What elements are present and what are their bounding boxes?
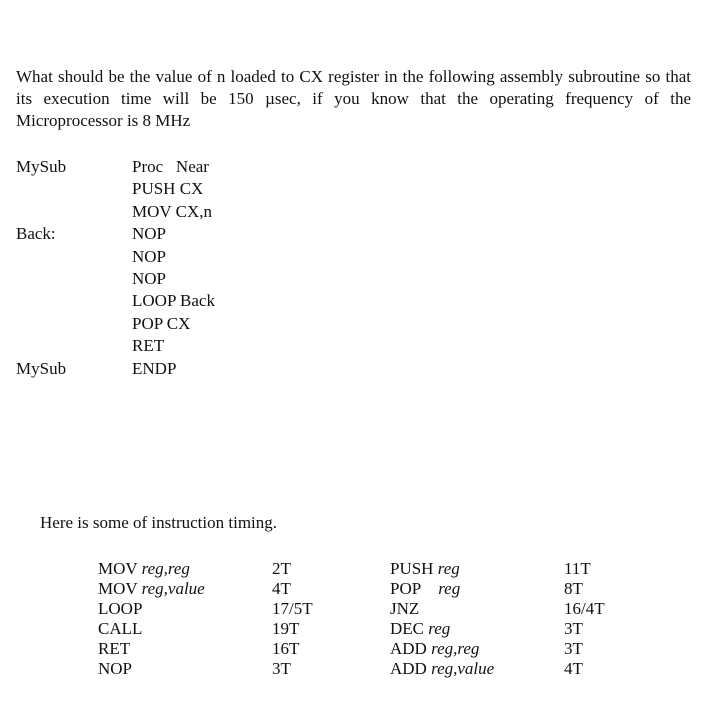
table-row [98,579,605,599]
code-label: Back: [16,224,56,244]
instruction-cell [98,599,272,619]
question-text: What should be the value of n loaded to CX register in the following assembly subroutine so that its execution time will be 150 µsec, if you know that the operating frequency of the Microprocessor is 8 MHz [16,67,691,130]
mnemonic: CALL [98,619,143,638]
mnemonic: MOV [98,559,138,578]
code-label [16,335,132,357]
code-label: MySub [16,157,67,176]
table-row [98,599,605,619]
mnemonic: LOOP [98,599,143,618]
table-row [98,659,605,679]
mnemonic: ADD [390,639,427,658]
instruction-cell [98,639,272,659]
code-instruction: PUSH CX [132,179,204,199]
code-line [16,223,215,245]
code-line [16,178,215,200]
timing-intro: Here is some of instruction timing. [40,513,278,532]
code-instruction: NOP [132,246,167,266]
mnemonic: POP [390,579,422,598]
code-line [16,335,215,357]
operand: reg,reg [431,639,480,658]
code-label [16,246,132,268]
instruction-cell [98,559,272,579]
instruction-cell [390,639,564,659]
code-line [16,313,215,335]
timing-cell: 3T [564,619,583,638]
instruction-cell [390,579,564,599]
code-label [16,201,132,223]
table-row [98,559,605,579]
timing-cell: 17/5T [272,599,313,618]
instruction-timing-table [98,559,605,679]
mnemonic: DEC [390,619,424,638]
timing-cell: 16/4T [564,599,605,618]
timing-cell: 4T [564,659,583,678]
code-instruction: LOOP Back [132,291,215,311]
mnemonic: MOV [98,579,138,598]
instruction-cell [390,559,564,579]
code-label: MySub [16,358,67,378]
operand: reg,reg [141,559,190,578]
code-line [16,156,215,178]
code-line [16,201,215,223]
code-line [16,290,215,312]
code-line [16,246,215,268]
timing-cell: 2T [272,559,291,578]
assembly-listing [16,156,215,380]
code-label [16,178,132,200]
timing-cell: 8T [564,579,583,598]
code-label [16,268,132,290]
mnemonic: RET [98,639,131,658]
operand: reg [437,559,460,578]
mnemonic: PUSH [390,559,434,578]
code-instruction: RET [132,336,165,356]
instruction-cell [390,599,564,619]
operand: reg,value [431,659,495,678]
timing-cell: 4T [272,579,291,598]
code-label [16,290,132,312]
code-label [16,313,132,335]
code-instruction: ENDP [132,358,177,378]
mnemonic: JNZ [390,599,420,618]
code-line [16,358,215,380]
code-instruction: NOP [132,268,167,288]
operand: reg,value [141,579,205,598]
timing-cell: 19T [272,619,300,638]
instruction-cell [98,659,272,679]
code-instruction: Proc Near [132,157,209,176]
instruction-cell [98,619,272,639]
table-row [98,619,605,639]
instruction-cell [98,579,272,599]
instruction-cell [390,619,564,639]
code-line [16,268,215,290]
operand: reg [428,619,451,638]
instruction-cell [390,659,564,679]
mnemonic: ADD [390,659,427,678]
timing-cell: 3T [272,659,291,678]
timing-cell: 11T [564,559,591,578]
operand: reg [438,579,461,598]
timing-cell: 3T [564,639,583,658]
mnemonic: NOP [98,659,133,678]
table-row [98,639,605,659]
timing-cell: 16T [272,639,300,658]
code-instruction: POP CX [132,313,191,333]
code-instruction: NOP [132,224,167,244]
code-instruction: MOV CX,n [132,201,212,221]
